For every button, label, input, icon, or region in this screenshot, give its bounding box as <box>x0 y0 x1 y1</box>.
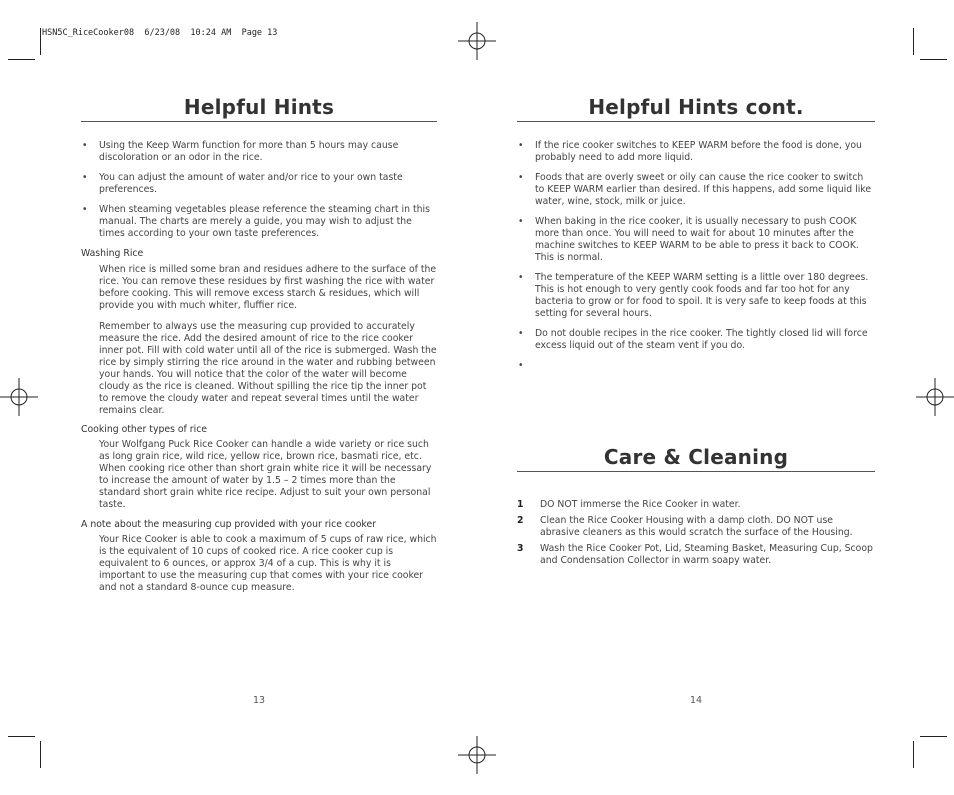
care-steps <box>517 499 875 567</box>
paragraph: Your Wolfgang Puck Rice Cooker can handle a wide variety or rice such as long grain rice, wild rice, yellow rice, brown rice, basmati rice, etc. When cooking rice other than short grain white rice it will be necessary to increase the amount of water by 1.5 – 2 times more than the standard short grain white rice recipe. Adjust to suit your own personal taste. <box>99 439 432 510</box>
bullet-icon: • <box>518 272 524 283</box>
step-number: 1 <box>517 499 524 510</box>
crop-mark <box>8 736 35 737</box>
list-item-text: Using the Keep Warm function for more than 5 hours may cause discoloration or an odor in the rice. <box>99 140 399 163</box>
list-item-text: When baking in the rice cooker, it is usually necessary to push COOK more than once. You will need to wait for about 10 minutes after the machine switches to KEEP WARM to be able to press it back to COOK. This is normal. <box>535 216 859 263</box>
step-item <box>517 515 875 539</box>
bullet-icon: • <box>518 360 524 371</box>
list-item <box>517 328 875 352</box>
crop-mark <box>40 28 41 55</box>
bullet-icon: • <box>82 140 88 151</box>
bullet-icon: • <box>82 204 88 215</box>
bullet-icon: • <box>518 172 524 183</box>
step-item <box>517 543 875 567</box>
list-item-text: Do not double recipes in the rice cooker. The tightly closed lid will force excess liquid out of the steam vent if you do. <box>535 328 868 351</box>
bullet-icon: • <box>518 328 524 339</box>
step-number: 3 <box>517 543 524 554</box>
step-item <box>517 499 875 511</box>
hints-list <box>517 140 875 372</box>
section-heading: A note about the measuring cup provided with your rice cooker <box>81 519 377 530</box>
section-heading: Cooking other types of rice <box>81 424 208 435</box>
paragraph: When rice is milled some bran and residues adhere to the surface of the rice. You can remove these residues by first washing the rice with water before cooking. This will remove excess starch & residues, which will provide you with much whiter, fluffier rice. <box>99 264 437 311</box>
list-item <box>81 172 437 196</box>
page-title <box>81 95 437 122</box>
step-text: Wash the Rice Cooker Pot, Lid, Steaming Basket, Measuring Cup, Scoop and Condensation Collector in warm soapy water. <box>540 543 873 566</box>
print-slug: HSN5C_RiceCooker08 6/23/08 10:24 AM Page 13 <box>42 28 278 38</box>
page-number: 14 <box>690 695 703 706</box>
list-item-text: You can adjust the amount of water and/or rice to your own taste preferences. <box>99 172 403 195</box>
page-title-text: Helpful Hints <box>183 95 335 119</box>
crop-mark <box>920 736 947 737</box>
paragraph: Remember to always use the measuring cup provided to accurately measure the rice. Add the desired amount of rice to the rice cooker inner pot. Fill with cold water until all of the rice is submerged. Wash the rice by simply stirring the rice around in the water and rubbing between your hands. You will notice that the color of the water will become cloudy as the rice is cleaned. Without spilling the rice tip the inner pot to remove the cloudy water and repeat several times until the water remains clear. <box>99 321 437 416</box>
bullet-icon: • <box>82 172 88 183</box>
list-item-text: The temperature of the KEEP WARM setting is a little over 180 degrees. This is hot enough to very gently cook foods and far too hot for any bacteria to grow or for food to spoil. It is very safe to keep foods at this setting for several hours. <box>535 272 869 319</box>
crop-mark <box>913 741 914 768</box>
list-item <box>517 216 875 264</box>
section-title <box>517 445 875 472</box>
section-heading: Washing Rice <box>81 248 144 259</box>
page-title-text: Helpful Hints cont. <box>588 95 804 119</box>
list-item <box>517 172 875 208</box>
page-title <box>517 95 875 122</box>
page-number: 13 <box>253 695 266 706</box>
registration-mark-icon <box>458 22 496 60</box>
left-page <box>81 95 437 594</box>
registration-mark-icon <box>916 378 954 416</box>
hints-list <box>81 140 437 240</box>
section-title-text: Care & Cleaning <box>603 445 789 469</box>
registration-mark-icon <box>458 736 496 774</box>
bullet-icon: • <box>518 216 524 227</box>
list-item <box>517 360 875 372</box>
crop-mark <box>8 59 35 60</box>
list-item <box>81 140 437 164</box>
crop-mark <box>913 28 914 55</box>
list-item <box>517 140 875 164</box>
list-item-text: Foods that are overly sweet or oily can cause the rice cooker to switch to KEEP WARM earlier than desired. If this happens, add some liquid like water, wine, stock, milk or juice. <box>535 172 872 207</box>
crop-mark <box>40 741 41 768</box>
step-text: Clean the Rice Cooker Housing with a damp cloth. DO NOT use abrasive cleaners as this would scratch the surface of the Housing. <box>540 515 853 538</box>
list-item <box>81 204 437 240</box>
crop-mark <box>920 59 947 60</box>
paragraph: Your Rice Cooker is able to cook a maximum of 5 cups of raw rice, which is the equivalent of 10 cups of cooked rice. A rice cooker cup is equivalent to 6 ounces, or approx 3/4 of a cup. This is why it is important to use the measuring cup that comes with your rice cooker and not a standard 8-ounce cup measure. <box>99 534 437 593</box>
list-item-text: When steaming vegetables please reference the steaming chart in this manual. The charts are merely a guide, you may wish to adjust the times according to your own taste preferences. <box>99 204 430 239</box>
bullet-icon: • <box>518 140 524 151</box>
list-item-text: If the rice cooker switches to KEEP WARM before the food is done, you probably need to add more liquid. <box>535 140 862 163</box>
step-text: DO NOT immerse the Rice Cooker in water. <box>540 499 741 510</box>
step-number: 2 <box>517 515 524 526</box>
registration-mark-icon <box>0 378 38 416</box>
right-page <box>517 95 875 567</box>
list-item <box>517 272 875 320</box>
